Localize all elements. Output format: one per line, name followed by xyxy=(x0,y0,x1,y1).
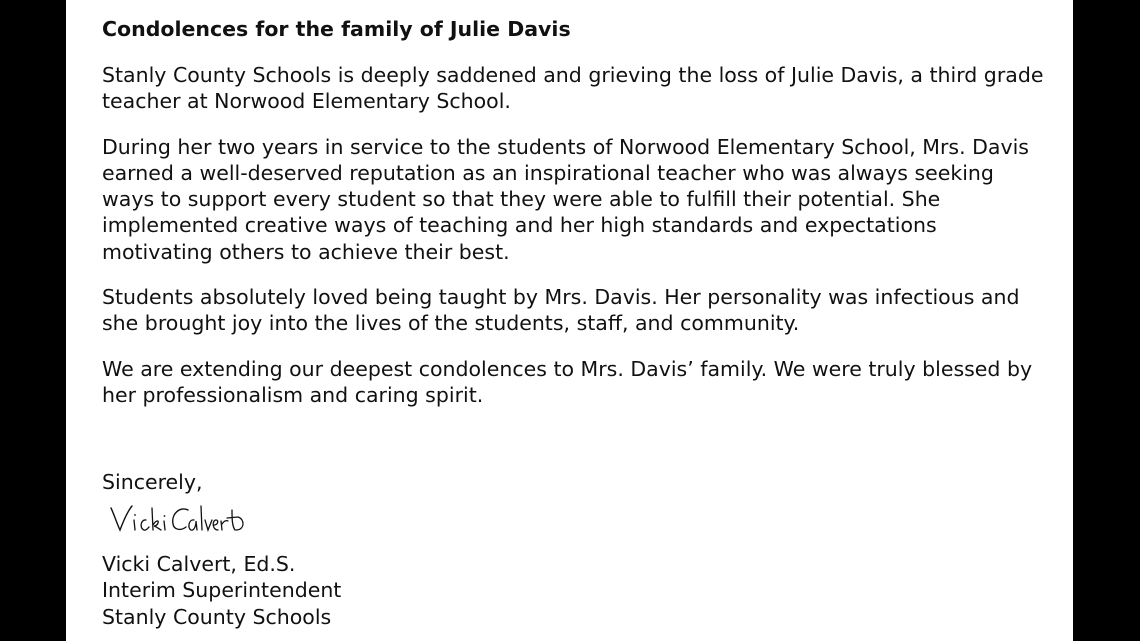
handwritten-signature xyxy=(108,500,248,540)
signer-block xyxy=(102,551,341,630)
signer-organization: Stanly County Schools xyxy=(102,604,332,629)
letter-body xyxy=(102,15,1052,427)
paragraph-3: Students absolutely loved being taught by Mrs. Davis. Her personality was infectious and she brought joy into the lives of the students, staff, and community. xyxy=(102,285,1020,336)
signer-title: Interim Superintendent xyxy=(102,578,342,603)
paragraph-1: Stanly County Schools is deeply saddened and grieving the loss of Julie Davis, a third grade teacher at Norwood Elementary School. xyxy=(102,63,1044,114)
letter-title: Condolences for the family of Julie Davis xyxy=(102,17,571,41)
paragraph-4: We are extending our deepest condolences to Mrs. Davis’ family. We were truly blessed by her professionalism and caring spirit. xyxy=(102,356,1033,407)
letter-page xyxy=(66,0,1073,641)
closing: Sincerely, xyxy=(102,470,203,494)
paragraph-2: During her two years in service to the students of Norwood Elementary School, Mrs. Davis earned a well-deserved reputation as an inspirational teacher who was always seeking ways to support every student so that they were able to fulfill their potential. She implemented creative ways of teaching and her high standards and expectations motivating others to achieve their best. xyxy=(102,134,1029,264)
letterbox-left xyxy=(0,0,66,641)
letterbox-right xyxy=(1073,0,1140,641)
signer-name: Vicki Calvert, Ed.S. xyxy=(102,552,296,576)
